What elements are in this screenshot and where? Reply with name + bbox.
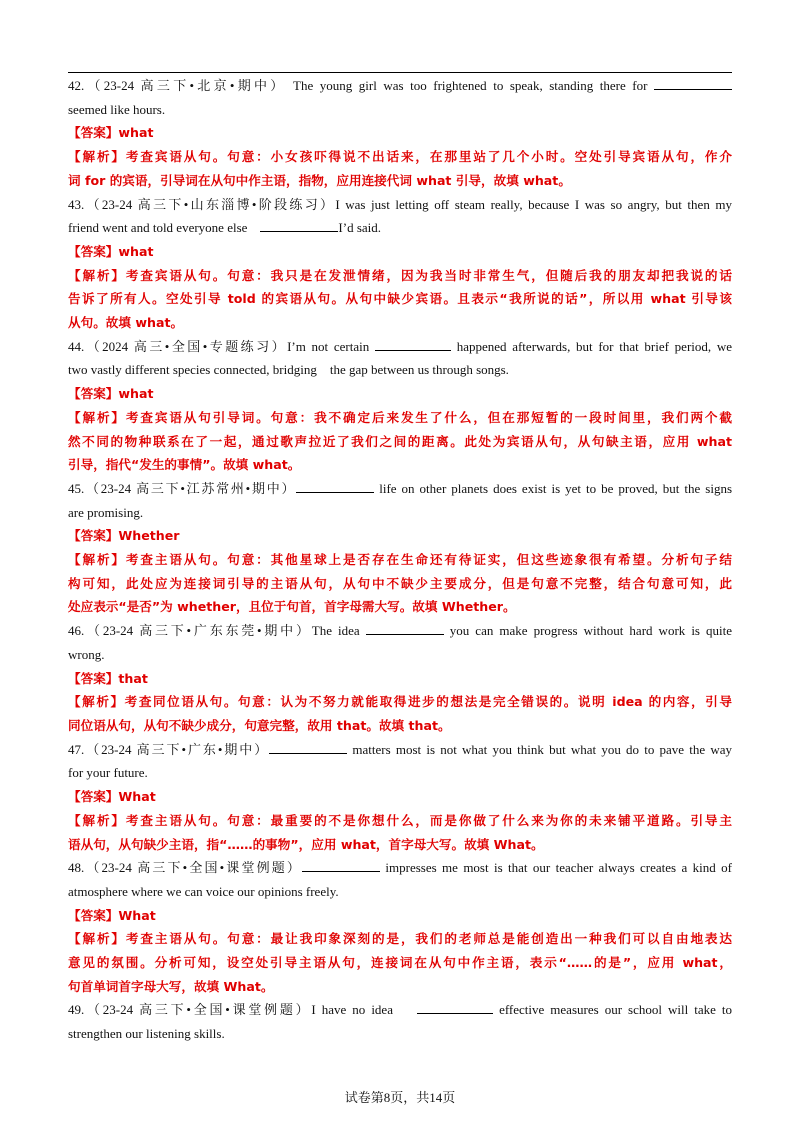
explanation-48-line-2: 意见的氛围。分析可知，设空处引导主语从句，连接词在从句中作主语，表示“……的是”，应用 what， (68, 955, 732, 971)
explanation-44-line-2: 然不同的物种联系在了一起，通过歌声拉近了我们之间的距离。此处为宾语从句，从句缺主语，应用 what (68, 433, 732, 449)
question-42-line-2: seemed like hours. (68, 101, 166, 117)
question-47-line-2: for your future. (68, 765, 148, 781)
question-43-line-1: 43.（23-24 高三下•山东淄博•阶段练习）I was just letting off steam really, because I was so angry, but then my (68, 196, 732, 212)
answer-46: 【答案】that (68, 670, 148, 686)
question-46-line-1: 46.（23-24 高三下•广东东莞•期中）The idea you can make progress without hard work is quite (68, 623, 733, 639)
answer-43: 【答案】what (68, 243, 154, 259)
question-47-line-1: 47.（23-24 高三下•广东•期中） matters most is not what you think but what you do to pave the way (68, 741, 733, 757)
explanation-47-line-2: 语从句，从句缺少主语，指“……的事物”，应用 what，首字母大写。故填 What。 (68, 836, 544, 852)
answer-blank (654, 77, 732, 90)
answer-44: 【答案】what (68, 386, 154, 402)
answer-45: 【答案】Whether (68, 528, 180, 544)
explanation-42-line-2: 词 for 的宾语，引导词在从句中作主语，指物，应用连接代词 what 引导，故填 what。 (68, 172, 571, 188)
explanation-44-line-1: 【解析】考查宾语从句引导词。句意：我不确定后来发生了什么，但在那短暂的一段时间里，我们两个截 (68, 409, 732, 425)
page-footer: 试卷第8页，共14页 (344, 1090, 456, 1105)
explanation-48-line-1: 【解析】考查主语从句。句意：最让我印象深刻的是，我们的老师总是能创造出一种我们可以自由地表达 (68, 931, 732, 947)
explanation-45-line-1: 【解析】考查主语从句。句意：其他星球上是否存在生命还有待证实，但这些迹象很有希望。分析句子结 (68, 552, 732, 568)
question-44-line-1: 44.（2024 高三•全国•专题练习）I’m not certain happened afterwards, but for that brief period, we (68, 338, 733, 354)
explanation-44-line-3: 引导，指代“发生的事情”。故填 what。 (68, 457, 301, 473)
answer-48: 【答案】What (68, 907, 156, 923)
answer-42: 【答案】what (68, 125, 154, 141)
explanation-48-line-3: 句首单词首字母大写，故填 What。 (68, 978, 274, 994)
explanation-43-line-2: 告诉了所有人。空处引导 told 的宾语从句。从句中缺少宾语。且表示“我所说的话”，所以用 what 引导该 (68, 291, 732, 307)
question-45-line-2: are promising. (68, 504, 144, 520)
question-49-line-1: 49.（23-24 高三下•全国•课堂例题）I have no idea effective measures our school will take to (68, 1002, 733, 1018)
answer-blank (260, 219, 338, 232)
question-42-line-1: 42.（23-24 高三下•北京•期中） The young girl was too frightened to speak, standing there for (68, 74, 732, 98)
explanation-45-line-2: 构可知，此处应为连接词引导的主语从句，从句中不缺少主要成分，但是句意不完整，结合句意可知，此 (68, 575, 732, 591)
explanation-43-line-3: 从句。故填 what。 (68, 315, 184, 331)
answer-blank (302, 859, 380, 872)
answer-blank (375, 338, 451, 351)
question-44-line-2: two vastly different species connected, bridging the gap between us through songs. (68, 362, 509, 378)
question-49-line-2: strengthen our listening skills. (68, 1026, 225, 1042)
explanation-42-line-1: 【解析】考查宾语从句。句意：小女孩吓得说不出话来，在那里站了几个小时。空处引导宾语从句，作介 (68, 149, 732, 165)
answer-blank (417, 1001, 493, 1014)
explanation-46-line-2: 同位语从句，从句不缺少成分，句意完整，故用 that。故填 that。 (68, 717, 451, 733)
question-43-line-2: friend went and told everyone else I’d said. (68, 220, 382, 236)
answer-blank (366, 622, 444, 635)
question-46-line-2: wrong. (68, 646, 105, 662)
answer-47: 【答案】What (68, 789, 156, 805)
explanation-45-line-3: 处应表示“是否”为 whether，且位于句首，首字母需大写。故填 Whether。 (68, 599, 516, 615)
question-48-line-2: atmosphere where we can voice our opinions freely. (68, 883, 339, 899)
explanation-46-line-1: 【解析】考查同位语从句。句意：认为不努力就能取得进步的想法是完全错误的。说明 idea 的内容，引导 (68, 694, 732, 710)
question-45-line-1: 45.（23-24 高三下•江苏常州•期中） life on other planets does exist is yet to be proved, but the signs (68, 480, 733, 496)
explanation-47-line-1: 【解析】考查主语从句。句意：最重要的不是你想什么，而是你做了什么来为你的未来铺平道路。引导主 (68, 812, 732, 828)
document-body (68, 74, 732, 1046)
answer-blank (296, 480, 374, 493)
explanation-43-line-1: 【解析】考查宾语从句。句意：我只是在发泄情绪，因为我当时非常生气，但随后我的朋友却把我说的话 (68, 267, 732, 283)
answer-blank (269, 741, 347, 754)
question-48-line-1: 48.（23-24 高三下•全国•课堂例题） impresses me most is that our teacher always creates a kind of (68, 860, 732, 876)
top-rule (68, 72, 732, 73)
